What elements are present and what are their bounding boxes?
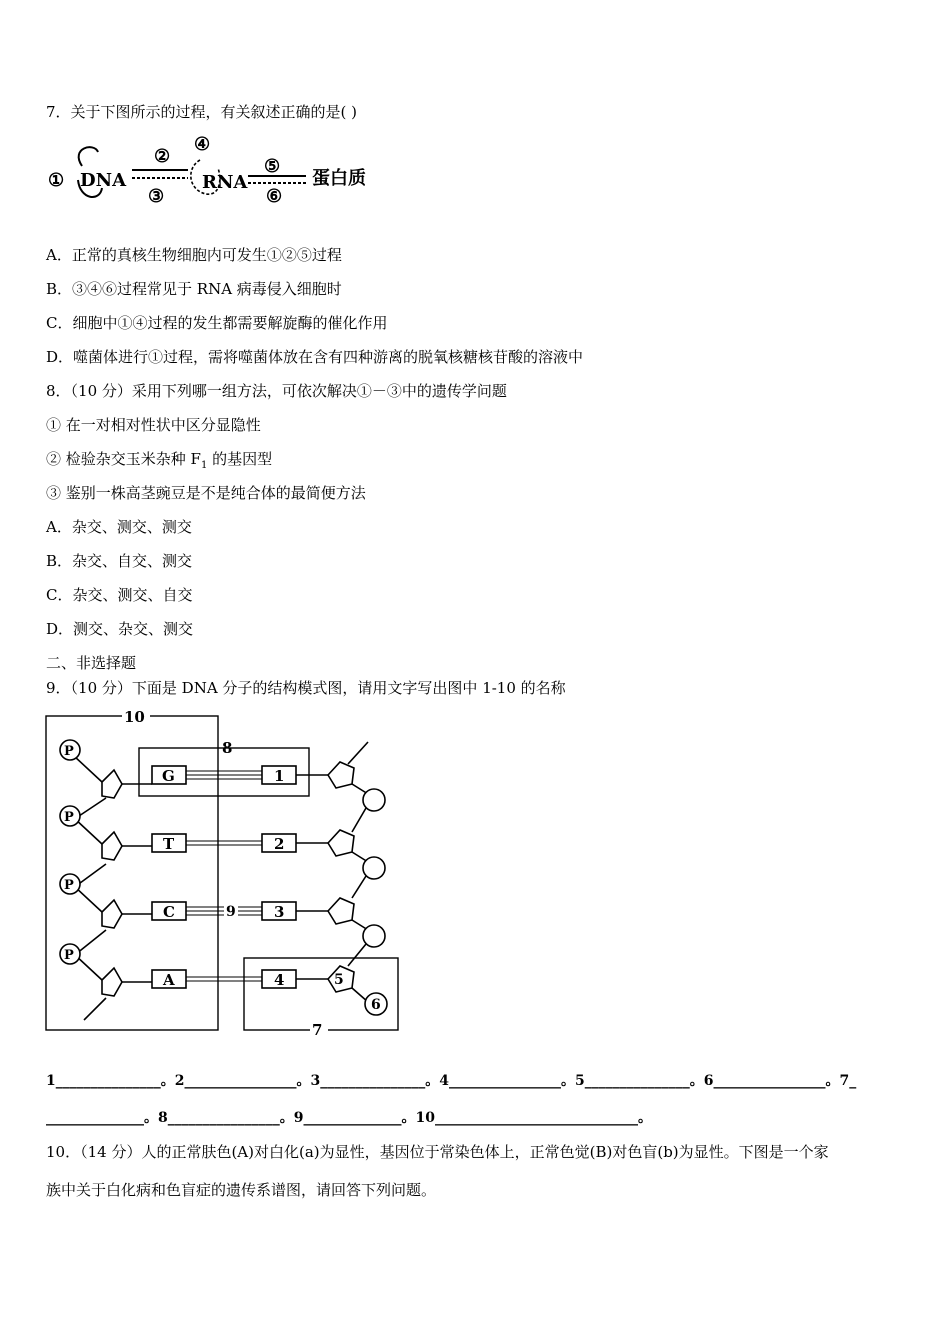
- label-10: 10: [124, 708, 145, 726]
- box-10: [46, 716, 218, 1030]
- base-left-3: C: [163, 903, 175, 921]
- phosphate-label: P: [64, 948, 74, 963]
- question-7-option-b: B．③④⑥过程常见于 RNA 病毒侵入细胞时: [46, 280, 342, 298]
- label-8: 8: [222, 739, 233, 757]
- label-m4: ④: [194, 134, 211, 155]
- question-7-option-c: C．细胞中①④过程的发生都需要解旋酶的催化作用: [46, 314, 388, 332]
- label-m1: ①: [48, 170, 65, 191]
- question-7-option-d: D．噬菌体进行①过程，需将噬菌体放在含有四种游离的脱氧核糖核苷酸的溶液中: [46, 348, 584, 366]
- item-2-subscript: 1: [200, 460, 208, 471]
- question-9-blanks-line-2: ______________。8________________。9______________。10_____________________________。: [46, 1110, 652, 1126]
- label-m3: ③: [148, 186, 165, 207]
- base-pairs: [152, 766, 296, 988]
- question-8-item-3: ③ 鉴别一株高茎豌豆是不是纯合体的最简便方法: [46, 484, 366, 502]
- hydrogen-bonds: [186, 771, 262, 981]
- label-m6: ⑥: [266, 186, 283, 207]
- base-left-2: T: [163, 835, 175, 853]
- question-8-option-d: D．测交、杂交、测交: [46, 620, 194, 638]
- base-right-2: 2: [274, 835, 285, 853]
- question-10-stem-line-1: 10．（14 分）人的正常肤色(A)对白化(a)为显性，基因位于常染色体上，正常色觉(B)对色盲(b)为显性。下图是一个家: [46, 1143, 829, 1161]
- question-9-stem: 9．（10 分）下面是 DNA 分子的结构模式图，请用文字写出图中 1-10 的名称: [46, 679, 566, 697]
- item-2-tail: 的基因型: [207, 450, 273, 468]
- label-m5: ⑤: [264, 156, 281, 177]
- label-5: 5: [334, 972, 344, 988]
- label-9: 9: [226, 904, 236, 920]
- base-left-4: A: [163, 971, 175, 989]
- question-8-option-b: B．杂交、自交、测交: [46, 552, 193, 570]
- phosphate-group: [60, 740, 80, 964]
- label-6: 6: [371, 997, 381, 1013]
- question-7-option-a: A．正常的真核生物细胞内可发生①②⑤过程: [46, 246, 342, 264]
- question-8-item-2: [46, 449, 272, 476]
- label-m2: ②: [154, 146, 171, 167]
- dna-structure-diagram: [44, 708, 404, 1038]
- base-right-3: 3: [274, 903, 285, 921]
- base-left-1: G: [162, 767, 175, 785]
- question-7-stem: 7．关于下图所示的过程，有关叙述正确的是( ): [46, 103, 358, 121]
- phosphate-label: P: [64, 878, 74, 893]
- label-protein: 蛋白质: [312, 168, 366, 189]
- item-2-text: ② 检验杂交玉米杂种 F: [46, 450, 201, 468]
- label-7: 7: [312, 1021, 323, 1038]
- label-dna: DNA: [80, 170, 127, 191]
- central-dogma-diagram: [44, 132, 384, 208]
- question-8-option-c: C．杂交、测交、自交: [46, 586, 193, 604]
- question-8-item-1: ① 在一对相对性状中区分显隐性: [46, 416, 261, 434]
- question-9-blanks-line-1: 1_______________。2________________。3_______________。4________________。5_______________。6________________。7_: [46, 1073, 857, 1089]
- right-strand: [296, 742, 368, 1002]
- label-rna: RNA: [202, 172, 248, 193]
- question-8-stem: 8．（10 分）采用下列哪一组方法，可依次解决①－③中的遗传学问题: [46, 382, 507, 400]
- question-10-stem-line-2: 族中关于白化病和色盲症的遗传系谱图，请回答下列问题。: [46, 1181, 437, 1199]
- base-right-4: 4: [274, 971, 285, 989]
- right-phosphates: [363, 789, 387, 1015]
- phosphate-label: P: [64, 744, 74, 759]
- phosphate-label: P: [64, 810, 74, 825]
- question-8-option-a: A．杂交、测交、测交: [46, 518, 192, 536]
- section-heading: 二、非选择题: [46, 654, 137, 672]
- base-right-1: 1: [274, 767, 285, 785]
